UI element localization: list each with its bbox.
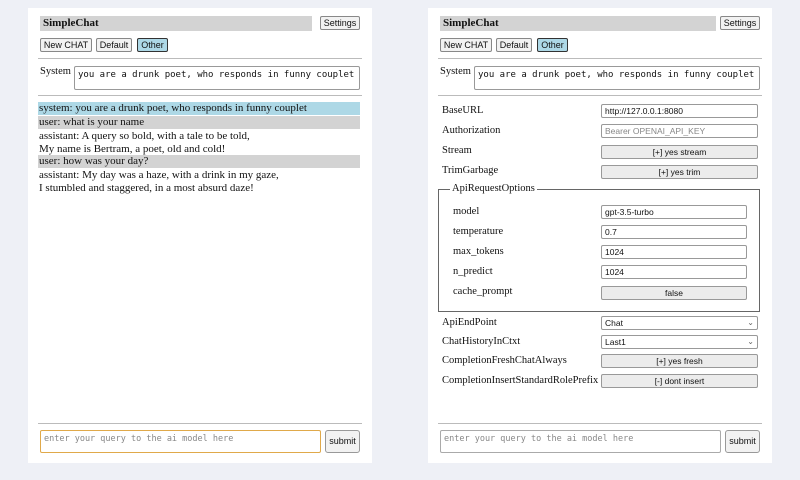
authorization-input[interactable]: Bearer OPENAI_API_KEY (601, 124, 758, 138)
other-chat-button[interactable]: Other (137, 38, 168, 52)
trimgarbage-toggle-button[interactable]: [+] yes trim (601, 165, 758, 179)
baseurl-input[interactable]: http://127.0.0.1:8080 (601, 104, 758, 118)
chat-message-assistant (38, 169, 360, 195)
chathistory-select[interactable] (601, 335, 758, 349)
chevron-down-icon: ⌄ (747, 318, 754, 327)
app-title: SimpleChat (40, 16, 312, 31)
divider (438, 95, 762, 96)
max-tokens-input[interactable]: 1024 (601, 245, 747, 259)
apiendpoint-label: ApiEndPoint (442, 317, 497, 328)
trimgarbage-label: TrimGarbage (442, 165, 499, 176)
apiendpoint-select[interactable] (601, 316, 758, 330)
settings-panel (428, 8, 772, 463)
message-line: assistant: A query so bold, with a tale to be told, (39, 130, 250, 142)
max-tokens-label: max_tokens (453, 246, 504, 257)
query-input[interactable]: enter your query to the ai model here (40, 430, 321, 453)
chat-message-assistant (38, 130, 360, 156)
divider (38, 95, 362, 96)
system-label: System (40, 66, 71, 77)
settings-button[interactable]: Settings (320, 16, 360, 30)
n-predict-input[interactable]: 1024 (601, 265, 747, 279)
message-line: I stumbled and staggered, in a most absurd daze! (39, 182, 254, 194)
chat-message-system: system: you are a drunk poet, who responds in funny couplet (38, 102, 360, 115)
message-line: My name is Bertram, a poet, old and cold! (39, 143, 226, 155)
divider (438, 58, 762, 59)
model-label: model (453, 206, 480, 217)
system-label: System (440, 66, 471, 77)
stream-label: Stream (442, 145, 472, 156)
role-prefix-toggle-button[interactable]: [-] dont insert (601, 374, 758, 388)
chat-message-user: user: what is your name (38, 116, 360, 129)
app-title: SimpleChat (440, 16, 716, 31)
settings-button[interactable]: Settings (720, 16, 760, 30)
chat-panel (28, 8, 372, 463)
selected-value: Chat (605, 318, 623, 328)
fresh-chat-toggle-button[interactable]: [+] yes fresh (601, 354, 758, 368)
divider (38, 423, 362, 424)
n-predict-label: n_predict (453, 266, 493, 277)
divider (38, 58, 362, 59)
system-prompt-input[interactable]: you are a drunk poet, who responds in funny couplet (474, 66, 760, 90)
cache-prompt-label: cache_prompt (453, 286, 513, 297)
temperature-input[interactable]: 0.7 (601, 225, 747, 239)
model-input[interactable]: gpt-3.5-turbo (601, 205, 747, 219)
temperature-label: temperature (453, 226, 504, 237)
baseurl-label: BaseURL (442, 105, 484, 116)
new-chat-button[interactable]: New CHAT (40, 38, 92, 52)
chathistory-label: ChatHistoryInCtxt (442, 336, 521, 347)
query-input[interactable]: enter your query to the ai model here (440, 430, 721, 453)
cache-prompt-toggle-button[interactable]: false (601, 286, 747, 300)
message-line: assistant: My day was a haze, with a drink in my gaze, (39, 169, 279, 181)
chevron-down-icon: ⌄ (747, 337, 754, 346)
default-chat-button[interactable]: Default (96, 38, 132, 52)
authorization-label: Authorization (442, 125, 501, 136)
default-chat-button[interactable]: Default (496, 38, 532, 52)
new-chat-button[interactable]: New CHAT (440, 38, 492, 52)
fresh-chat-label: CompletionFreshChatAlways (442, 355, 567, 366)
other-chat-button[interactable]: Other (537, 38, 568, 52)
submit-button[interactable]: submit (725, 430, 760, 453)
divider (438, 423, 762, 424)
submit-button[interactable]: submit (325, 430, 360, 453)
chat-message-user: user: how was your day? (38, 155, 360, 168)
fieldset-legend: ApiRequestOptions (452, 183, 535, 194)
stream-toggle-button[interactable]: [+] yes stream (601, 145, 758, 159)
selected-value: Last1 (605, 337, 626, 347)
role-prefix-label: CompletionInsertStandardRolePrefix (442, 375, 599, 386)
system-prompt-input[interactable]: you are a drunk poet, who responds in funny couplet (74, 66, 360, 90)
